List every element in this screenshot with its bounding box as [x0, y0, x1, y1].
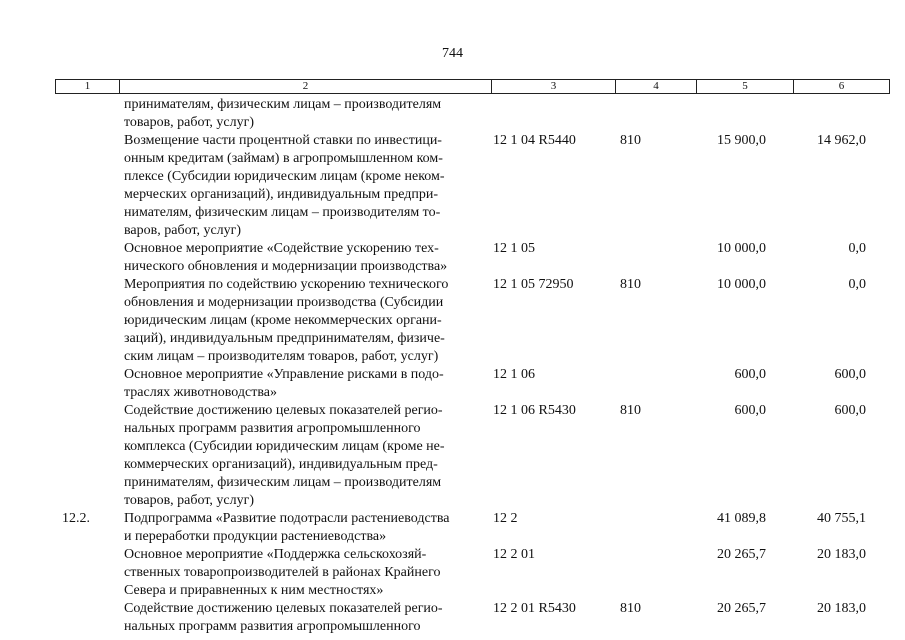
row-value-6: 0,0: [848, 277, 866, 292]
row-expense-type: 810: [620, 133, 641, 148]
header-col-5: 5: [697, 80, 794, 93]
row-value-5: 20 265,7: [717, 547, 766, 562]
row-name: Содействие достижению целевых показателей регио- нальных программ развития агропромышленного: [124, 601, 443, 634]
row-name: Основное мероприятие «Управление рисками в подо- траслях животноводства»: [124, 367, 444, 400]
row-value-5: 600,0: [734, 403, 766, 418]
table-row: [0, 600, 905, 636]
row-name: Подпрограмма «Развитие подотрасли растениеводства и переработки продукции растениеводства»: [124, 511, 450, 544]
row-value-5: 10 000,0: [717, 241, 766, 256]
row-value-6: 600,0: [834, 403, 866, 418]
row-code: 12 1 05: [493, 241, 535, 256]
row-name: принимателям, физическим лицам – производителям товаров, работ, услуг): [124, 97, 442, 130]
row-name: Основное мероприятие «Содействие ускорению тех- нического обновления и модернизации производства»: [124, 241, 448, 274]
row-code: 12 1 06 R5430: [493, 403, 576, 418]
row-value-5: 20 265,7: [717, 601, 766, 616]
row-name: Содействие достижению целевых показателей регио- нальных программ развития агропромышленного комплекса (Субсидии юридическим лицам (кроме не- коммерческих организаций), индивидуальным пред- принимателям, физическим лицам – производителям товаров, работ, услуг): [124, 403, 445, 508]
row-code: 12 1 04 R5440: [493, 133, 576, 148]
table-row: [0, 366, 905, 402]
table-header: [55, 79, 890, 94]
table-row: [0, 276, 905, 366]
table-row: [0, 132, 905, 240]
row-name: Возмещение части процентной ставки по инвестици- онным кредитам (займам) в агропромышленном ком- плексе (Субсидии юридическим лицам (кроме неком- мерческих организаций), индивидуальным предпри- нимателям, физическим лицам – производителям то- варов, работ, услуг): [124, 133, 445, 238]
row-value-5: 10 000,0: [717, 277, 766, 292]
table-row: [0, 96, 905, 132]
row-value-6: 40 755,1: [817, 511, 866, 526]
header-col-3: 3: [492, 80, 616, 93]
row-expense-type: 810: [620, 601, 641, 616]
row-value-6: 14 962,0: [817, 133, 866, 148]
header-col-4: 4: [616, 80, 697, 93]
row-value-6: 20 183,0: [817, 547, 866, 562]
row-name: Основное мероприятие «Поддержка сельскохозяй- ственных товаропроизводителей в районах Крайнего Севера и приравненных к ним местностях»: [124, 547, 441, 598]
row-code: 12 1 06: [493, 367, 535, 382]
table-row: [0, 546, 905, 600]
row-value-5: 600,0: [734, 367, 766, 382]
row-value-5: 41 089,8: [717, 511, 766, 526]
budget-table-body: [0, 96, 905, 636]
row-expense-type: 810: [620, 277, 641, 292]
row-code: 12 1 05 72950: [493, 277, 574, 292]
page-number: 744: [442, 46, 463, 61]
header-col-6: 6: [838, 80, 845, 92]
row-value-5: 15 900,0: [717, 133, 766, 148]
table-row: [0, 402, 905, 510]
row-expense-type: 810: [620, 403, 641, 418]
row-value-6: 0,0: [848, 241, 866, 256]
header-col-1: 1: [56, 80, 120, 93]
table-row: [0, 240, 905, 276]
row-code: 12 2: [493, 511, 518, 526]
row-value-6: 20 183,0: [817, 601, 866, 616]
row-code: 12 2 01 R5430: [493, 601, 576, 616]
row-number: 12.2.: [62, 511, 90, 526]
table-row: [0, 510, 905, 546]
row-value-6: 600,0: [834, 367, 866, 382]
row-name: Мероприятия по содействию ускорению технического обновления и модернизации производства (Субсидии юридическим лицам (кроме некоммерческих органи- заций), индивидуальным предпринимателям, физиче- ским лицам – производителям товаров, работ, услуг): [124, 277, 449, 364]
row-code: 12 2 01: [493, 547, 535, 562]
header-col-2: 2: [120, 80, 492, 93]
